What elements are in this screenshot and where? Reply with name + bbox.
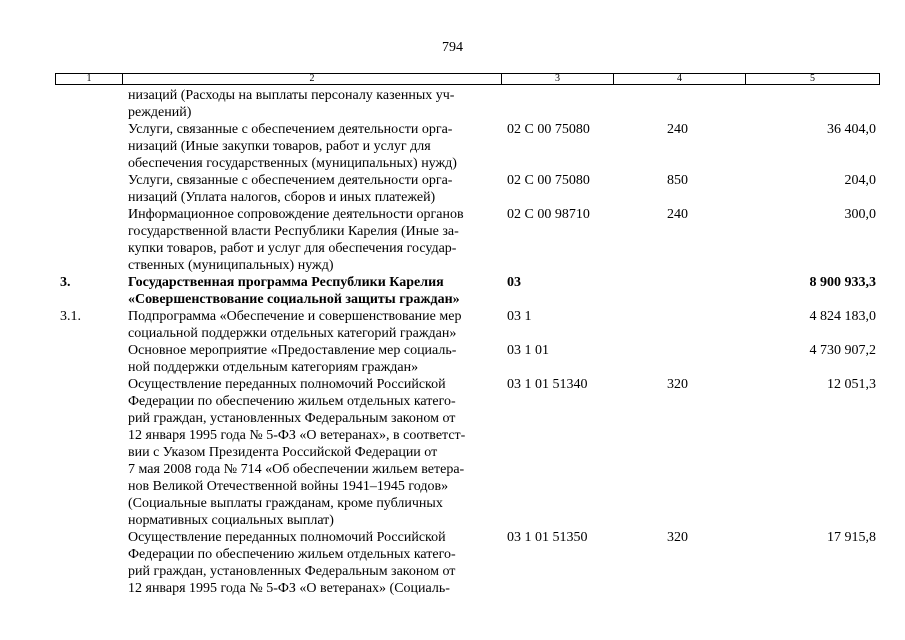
row-name [128,342,508,376]
table-row [55,529,879,597]
row-sum: 36 404,0 [827,122,876,137]
row-name-line: Основное мероприятие «Предоставление мер социаль- [128,343,457,358]
row-name-line: «Совершенствование социальной защиты граждан» [128,292,460,307]
row-name-line: (Социальные выплаты гражданам, кроме публичных [128,496,443,511]
row-name [128,529,508,597]
row-name-line: купки товаров, работ и услуг для обеспечения государ- [128,241,457,256]
row-classification-code: 03 [507,275,521,290]
row-name-line: Подпрограмма «Обеспечение и совершенствование мер [128,309,462,324]
row-sum: 12 051,3 [827,377,876,392]
row-name [128,274,508,308]
row-name [128,206,508,274]
row-classification-code: 02 С 00 75080 [507,122,590,137]
row-expense-type: 240 [667,207,688,222]
column-header-3: 3 [502,74,614,85]
table-row [55,206,879,274]
row-name-line: социальной поддержки отдельных категорий граждан» [128,326,457,341]
row-sum: 8 900 933,3 [809,275,876,290]
column-header-row [56,74,880,85]
column-header-4: 4 [614,74,746,85]
row-classification-code: 02 С 00 75080 [507,173,590,188]
row-expense-type: 850 [667,173,688,188]
row-name-line: нормативных социальных выплат) [128,513,334,528]
row-name-line: низаций (Уплата налогов, сборов и иных платежей) [128,190,436,205]
row-classification-code: 03 1 01 51340 [507,377,588,392]
page-number: 794 [442,40,463,55]
table-row [55,274,879,308]
row-name-line: обеспечения государственных (муниципальных) нужд) [128,156,457,171]
row-name-line: Федерации по обеспечению жильем отдельных катего- [128,394,456,409]
row-classification-code: 03 1 [507,309,532,324]
row-name-line: реждений) [128,105,192,120]
row-expense-type: 320 [667,530,688,545]
row-name-line: низаций (Расходы на выплаты персоналу казенных уч- [128,88,455,103]
table-row [55,87,879,121]
budget-table-body [55,87,879,597]
row-classification-code: 03 1 01 51350 [507,530,588,545]
row-sum: 4 824 183,0 [809,309,876,324]
table-row [55,121,879,172]
row-sum: 204,0 [844,173,876,188]
row-name [128,121,508,172]
row-number: 3.1. [60,309,81,324]
row-sum: 4 730 907,2 [809,343,876,358]
row-name-line: ной поддержки отдельным категориям граждан» [128,360,419,375]
row-name-line: вии с Указом Президента Российской Федерации от [128,445,438,460]
row-name-line: 12 января 1995 года № 5-ФЗ «О ветеранах», в соответст- [128,428,466,443]
row-name-line: Осуществление переданных полномочий Российской [128,530,446,545]
row-name-line: Осуществление переданных полномочий Российской [128,377,446,392]
table-row [55,376,879,529]
row-expense-type: 240 [667,122,688,137]
table-row [55,172,879,206]
row-name-line: Услуги, связанные с обеспечением деятельности орга- [128,122,453,137]
table-row [55,308,879,342]
row-name-line: рий граждан, установленных Федеральным законом от [128,411,456,426]
column-header-5: 5 [746,74,880,85]
row-name-line: государственной власти Республики Карелия (Иные за- [128,224,459,239]
row-name [128,308,508,342]
column-header-2: 2 [123,74,502,85]
row-name-line: ственных (муниципальных) нужд) [128,258,334,273]
row-name-line: 7 мая 2008 года № 714 «Об обеспечении жильем ветера- [128,462,465,477]
row-name-line: 12 января 1995 года № 5-ФЗ «О ветеранах» (Социаль- [128,581,450,596]
column-header-table [55,73,880,85]
row-number: 3. [60,275,71,290]
row-classification-code: 02 С 00 98710 [507,207,590,222]
row-name-line: Государственная программа Республики Карелия [128,275,444,290]
row-name-line: нов Великой Отечественной войны 1941–1945 годов» [128,479,449,494]
row-name [128,87,508,121]
row-name-line: Федерации по обеспечению жильем отдельных катего- [128,547,456,562]
row-name [128,172,508,206]
row-name-line: Услуги, связанные с обеспечением деятельности орга- [128,173,453,188]
row-name-line: рий граждан, установленных Федеральным законом от [128,564,456,579]
row-sum: 17 915,8 [827,530,876,545]
row-classification-code: 03 1 01 [507,343,549,358]
row-name-line: низаций (Иные закупки товаров, работ и услуг для [128,139,431,154]
row-expense-type: 320 [667,377,688,392]
column-header-1: 1 [56,74,123,85]
row-sum: 300,0 [844,207,876,222]
row-name [128,376,508,529]
row-name-line: Информационное сопровождение деятельности органов [128,207,464,222]
table-row [55,342,879,376]
